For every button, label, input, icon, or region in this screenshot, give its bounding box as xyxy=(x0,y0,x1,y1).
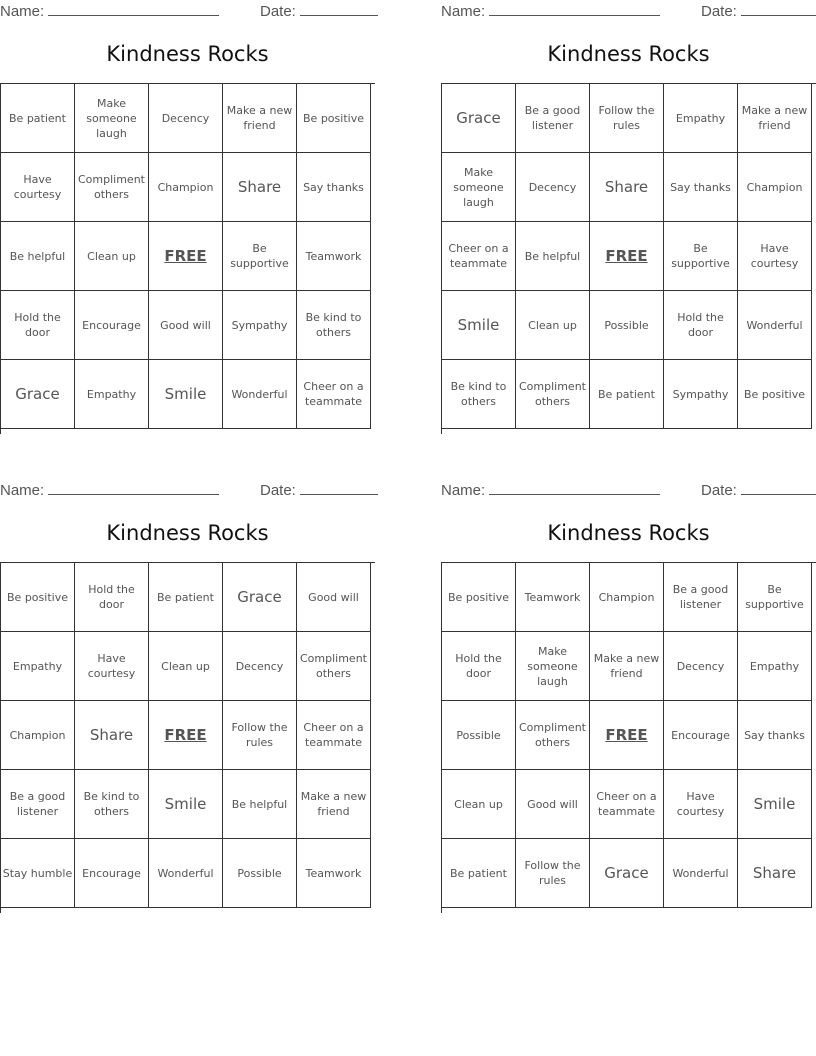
bingo-cell[interactable]: Sympathy xyxy=(664,360,738,429)
bingo-cell[interactable]: Wonderful xyxy=(664,839,738,908)
free-space[interactable]: FREE xyxy=(149,701,223,770)
bingo-cell[interactable]: Say thanks xyxy=(738,701,812,770)
name-date-row xyxy=(0,2,375,20)
bingo-cell[interactable]: Clean up xyxy=(442,770,516,839)
bingo-cell[interactable]: Cheer on a teammate xyxy=(590,770,664,839)
bingo-grid xyxy=(441,83,816,434)
bingo-cell[interactable]: Empathy xyxy=(75,360,149,429)
bingo-card-1 xyxy=(0,0,375,440)
bingo-cell[interactable]: Clean up xyxy=(75,222,149,291)
date-line xyxy=(300,2,378,16)
card-title: Kindness Rocks xyxy=(547,42,710,66)
bingo-cell[interactable]: Be helpful xyxy=(516,222,590,291)
bingo-cell[interactable]: Champion xyxy=(1,701,75,770)
bingo-cell[interactable]: Compliment others xyxy=(75,153,149,222)
bingo-cell[interactable]: Good will xyxy=(149,291,223,360)
bingo-cell[interactable]: Smile xyxy=(738,770,812,839)
bingo-card-4 xyxy=(441,479,816,919)
bingo-cell[interactable]: Have courtesy xyxy=(1,153,75,222)
bingo-cell[interactable]: Decency xyxy=(223,632,297,701)
free-space[interactable]: FREE xyxy=(590,222,664,291)
bingo-cell[interactable]: Be kind to others xyxy=(75,770,149,839)
bingo-cell[interactable]: Sympathy xyxy=(223,291,297,360)
name-date-row xyxy=(441,2,816,20)
bingo-cell[interactable]: Cheer on a teammate xyxy=(297,701,371,770)
bingo-cell[interactable]: Compliment others xyxy=(297,632,371,701)
bingo-cell[interactable]: Be supportive xyxy=(738,563,812,632)
bingo-cell[interactable]: Follow the rules xyxy=(223,701,297,770)
bingo-cell[interactable]: Hold the door xyxy=(442,632,516,701)
bingo-card-2 xyxy=(441,0,816,440)
name-date-row xyxy=(441,481,816,499)
bingo-cell[interactable]: Have courtesy xyxy=(738,222,812,291)
bingo-cell[interactable]: Be helpful xyxy=(223,770,297,839)
bingo-cell[interactable]: Be positive xyxy=(297,84,371,153)
bingo-cell[interactable]: Stay humble xyxy=(1,839,75,908)
name-label: Name: xyxy=(441,482,486,499)
free-space[interactable]: FREE xyxy=(149,222,223,291)
bingo-cell[interactable]: Share xyxy=(590,153,664,222)
bingo-cell[interactable]: Compliment others xyxy=(516,360,590,429)
bingo-grid xyxy=(441,562,816,913)
name-line xyxy=(48,481,219,495)
bingo-cell[interactable]: Good will xyxy=(516,770,590,839)
bingo-cell[interactable]: Teamwork xyxy=(297,839,371,908)
bingo-cell[interactable]: Make a new friend xyxy=(590,632,664,701)
date-label: Date: xyxy=(701,3,737,20)
bingo-cell[interactable]: Smile xyxy=(442,291,516,360)
name-line xyxy=(489,481,660,495)
name-field[interactable] xyxy=(0,2,219,20)
bingo-cell[interactable]: Be kind to others xyxy=(442,360,516,429)
bingo-cell[interactable]: Be a good listener xyxy=(1,770,75,839)
bingo-cell[interactable]: Clean up xyxy=(149,632,223,701)
bingo-cell[interactable]: Possible xyxy=(223,839,297,908)
bingo-cell[interactable]: Possible xyxy=(590,291,664,360)
bingo-cell[interactable]: Be patient xyxy=(590,360,664,429)
bingo-cell[interactable]: Make a new friend xyxy=(223,84,297,153)
date-label: Date: xyxy=(260,482,296,499)
bingo-cell[interactable]: Make a new friend xyxy=(738,84,812,153)
date-line xyxy=(300,481,378,495)
bingo-cell[interactable]: Say thanks xyxy=(664,153,738,222)
bingo-cell[interactable]: Make a new friend xyxy=(297,770,371,839)
free-space[interactable]: FREE xyxy=(590,701,664,770)
bingo-card-3 xyxy=(0,479,375,919)
date-label: Date: xyxy=(701,482,737,499)
name-label: Name: xyxy=(0,482,45,499)
bingo-cell[interactable]: Teamwork xyxy=(297,222,371,291)
bingo-cell[interactable]: Have courtesy xyxy=(664,770,738,839)
bingo-cell[interactable]: Hold the door xyxy=(1,291,75,360)
bingo-cell[interactable]: Be a good listener xyxy=(516,84,590,153)
bingo-cell[interactable]: Cheer on a teammate xyxy=(297,360,371,429)
bingo-grid xyxy=(0,562,375,913)
name-label: Name: xyxy=(441,3,486,20)
bingo-cell[interactable]: Encourage xyxy=(75,839,149,908)
bingo-cell[interactable]: Have courtesy xyxy=(75,632,149,701)
date-field[interactable] xyxy=(260,2,378,20)
date-field[interactable] xyxy=(260,481,378,499)
bingo-cell[interactable]: Be kind to others xyxy=(297,291,371,360)
card-title: Kindness Rocks xyxy=(547,521,710,545)
bingo-cell[interactable]: Be patient xyxy=(442,839,516,908)
bingo-cell[interactable]: Follow the rules xyxy=(516,839,590,908)
bingo-cell[interactable]: Wonderful xyxy=(223,360,297,429)
bingo-cell[interactable]: Be supportive xyxy=(223,222,297,291)
bingo-cell[interactable]: Grace xyxy=(590,839,664,908)
bingo-cell[interactable]: Teamwork xyxy=(516,563,590,632)
bingo-cell[interactable]: Champion xyxy=(738,153,812,222)
bingo-cell[interactable]: Follow the rules xyxy=(590,84,664,153)
bingo-cell[interactable]: Share xyxy=(75,701,149,770)
name-field[interactable] xyxy=(441,2,660,20)
bingo-cell[interactable]: Grace xyxy=(1,360,75,429)
bingo-cell[interactable]: Grace xyxy=(223,563,297,632)
date-field[interactable] xyxy=(701,2,816,20)
bingo-cell[interactable]: Share xyxy=(738,839,812,908)
name-field[interactable] xyxy=(0,481,219,499)
name-date-row xyxy=(0,481,375,499)
name-line xyxy=(489,2,660,16)
bingo-cell[interactable]: Be supportive xyxy=(664,222,738,291)
bingo-cell[interactable]: Wonderful xyxy=(738,291,812,360)
bingo-cell[interactable]: Encourage xyxy=(75,291,149,360)
bingo-cell[interactable]: Be positive xyxy=(1,563,75,632)
date-label: Date: xyxy=(260,3,296,20)
bingo-cell[interactable]: Be patient xyxy=(149,563,223,632)
date-line xyxy=(741,481,816,495)
bingo-cell[interactable]: Champion xyxy=(149,153,223,222)
bingo-cell[interactable]: Share xyxy=(223,153,297,222)
bingo-cell[interactable]: Be positive xyxy=(738,360,812,429)
bingo-cell[interactable]: Cheer on a teammate xyxy=(442,222,516,291)
bingo-cell[interactable]: Decency xyxy=(664,632,738,701)
bingo-cell[interactable]: Empathy xyxy=(738,632,812,701)
bingo-cell[interactable]: Make someone laugh xyxy=(75,84,149,153)
bingo-cell[interactable]: Empathy xyxy=(1,632,75,701)
bingo-cell[interactable]: Good will xyxy=(297,563,371,632)
bingo-cell[interactable]: Make someone laugh xyxy=(516,632,590,701)
bingo-cell[interactable]: Be positive xyxy=(442,563,516,632)
bingo-cell[interactable]: Champion xyxy=(590,563,664,632)
bingo-cell[interactable]: Be a good listener xyxy=(664,563,738,632)
name-field[interactable] xyxy=(441,481,660,499)
bingo-cell[interactable]: Hold the door xyxy=(664,291,738,360)
bingo-cell[interactable]: Make someone laugh xyxy=(442,153,516,222)
bingo-cell[interactable]: Clean up xyxy=(516,291,590,360)
bingo-cell[interactable]: Be patient xyxy=(1,84,75,153)
card-title: Kindness Rocks xyxy=(106,521,269,545)
bingo-cell[interactable]: Encourage xyxy=(664,701,738,770)
bingo-cell[interactable]: Decency xyxy=(516,153,590,222)
bingo-cell[interactable]: Compliment others xyxy=(516,701,590,770)
card-title: Kindness Rocks xyxy=(106,42,269,66)
bingo-cell[interactable]: Wonderful xyxy=(149,839,223,908)
bingo-cell[interactable]: Decency xyxy=(149,84,223,153)
date-line xyxy=(741,2,816,16)
name-line xyxy=(48,2,219,16)
bingo-cell[interactable]: Be helpful xyxy=(1,222,75,291)
bingo-cell[interactable]: Empathy xyxy=(664,84,738,153)
name-label: Name: xyxy=(0,3,45,20)
bingo-cell[interactable]: Say thanks xyxy=(297,153,371,222)
bingo-cell[interactable]: Smile xyxy=(149,360,223,429)
bingo-cell[interactable]: Smile xyxy=(149,770,223,839)
bingo-cell[interactable]: Grace xyxy=(442,84,516,153)
date-field[interactable] xyxy=(701,481,816,499)
bingo-cell[interactable]: Possible xyxy=(442,701,516,770)
bingo-grid xyxy=(0,83,375,434)
bingo-cell[interactable]: Hold the door xyxy=(75,563,149,632)
